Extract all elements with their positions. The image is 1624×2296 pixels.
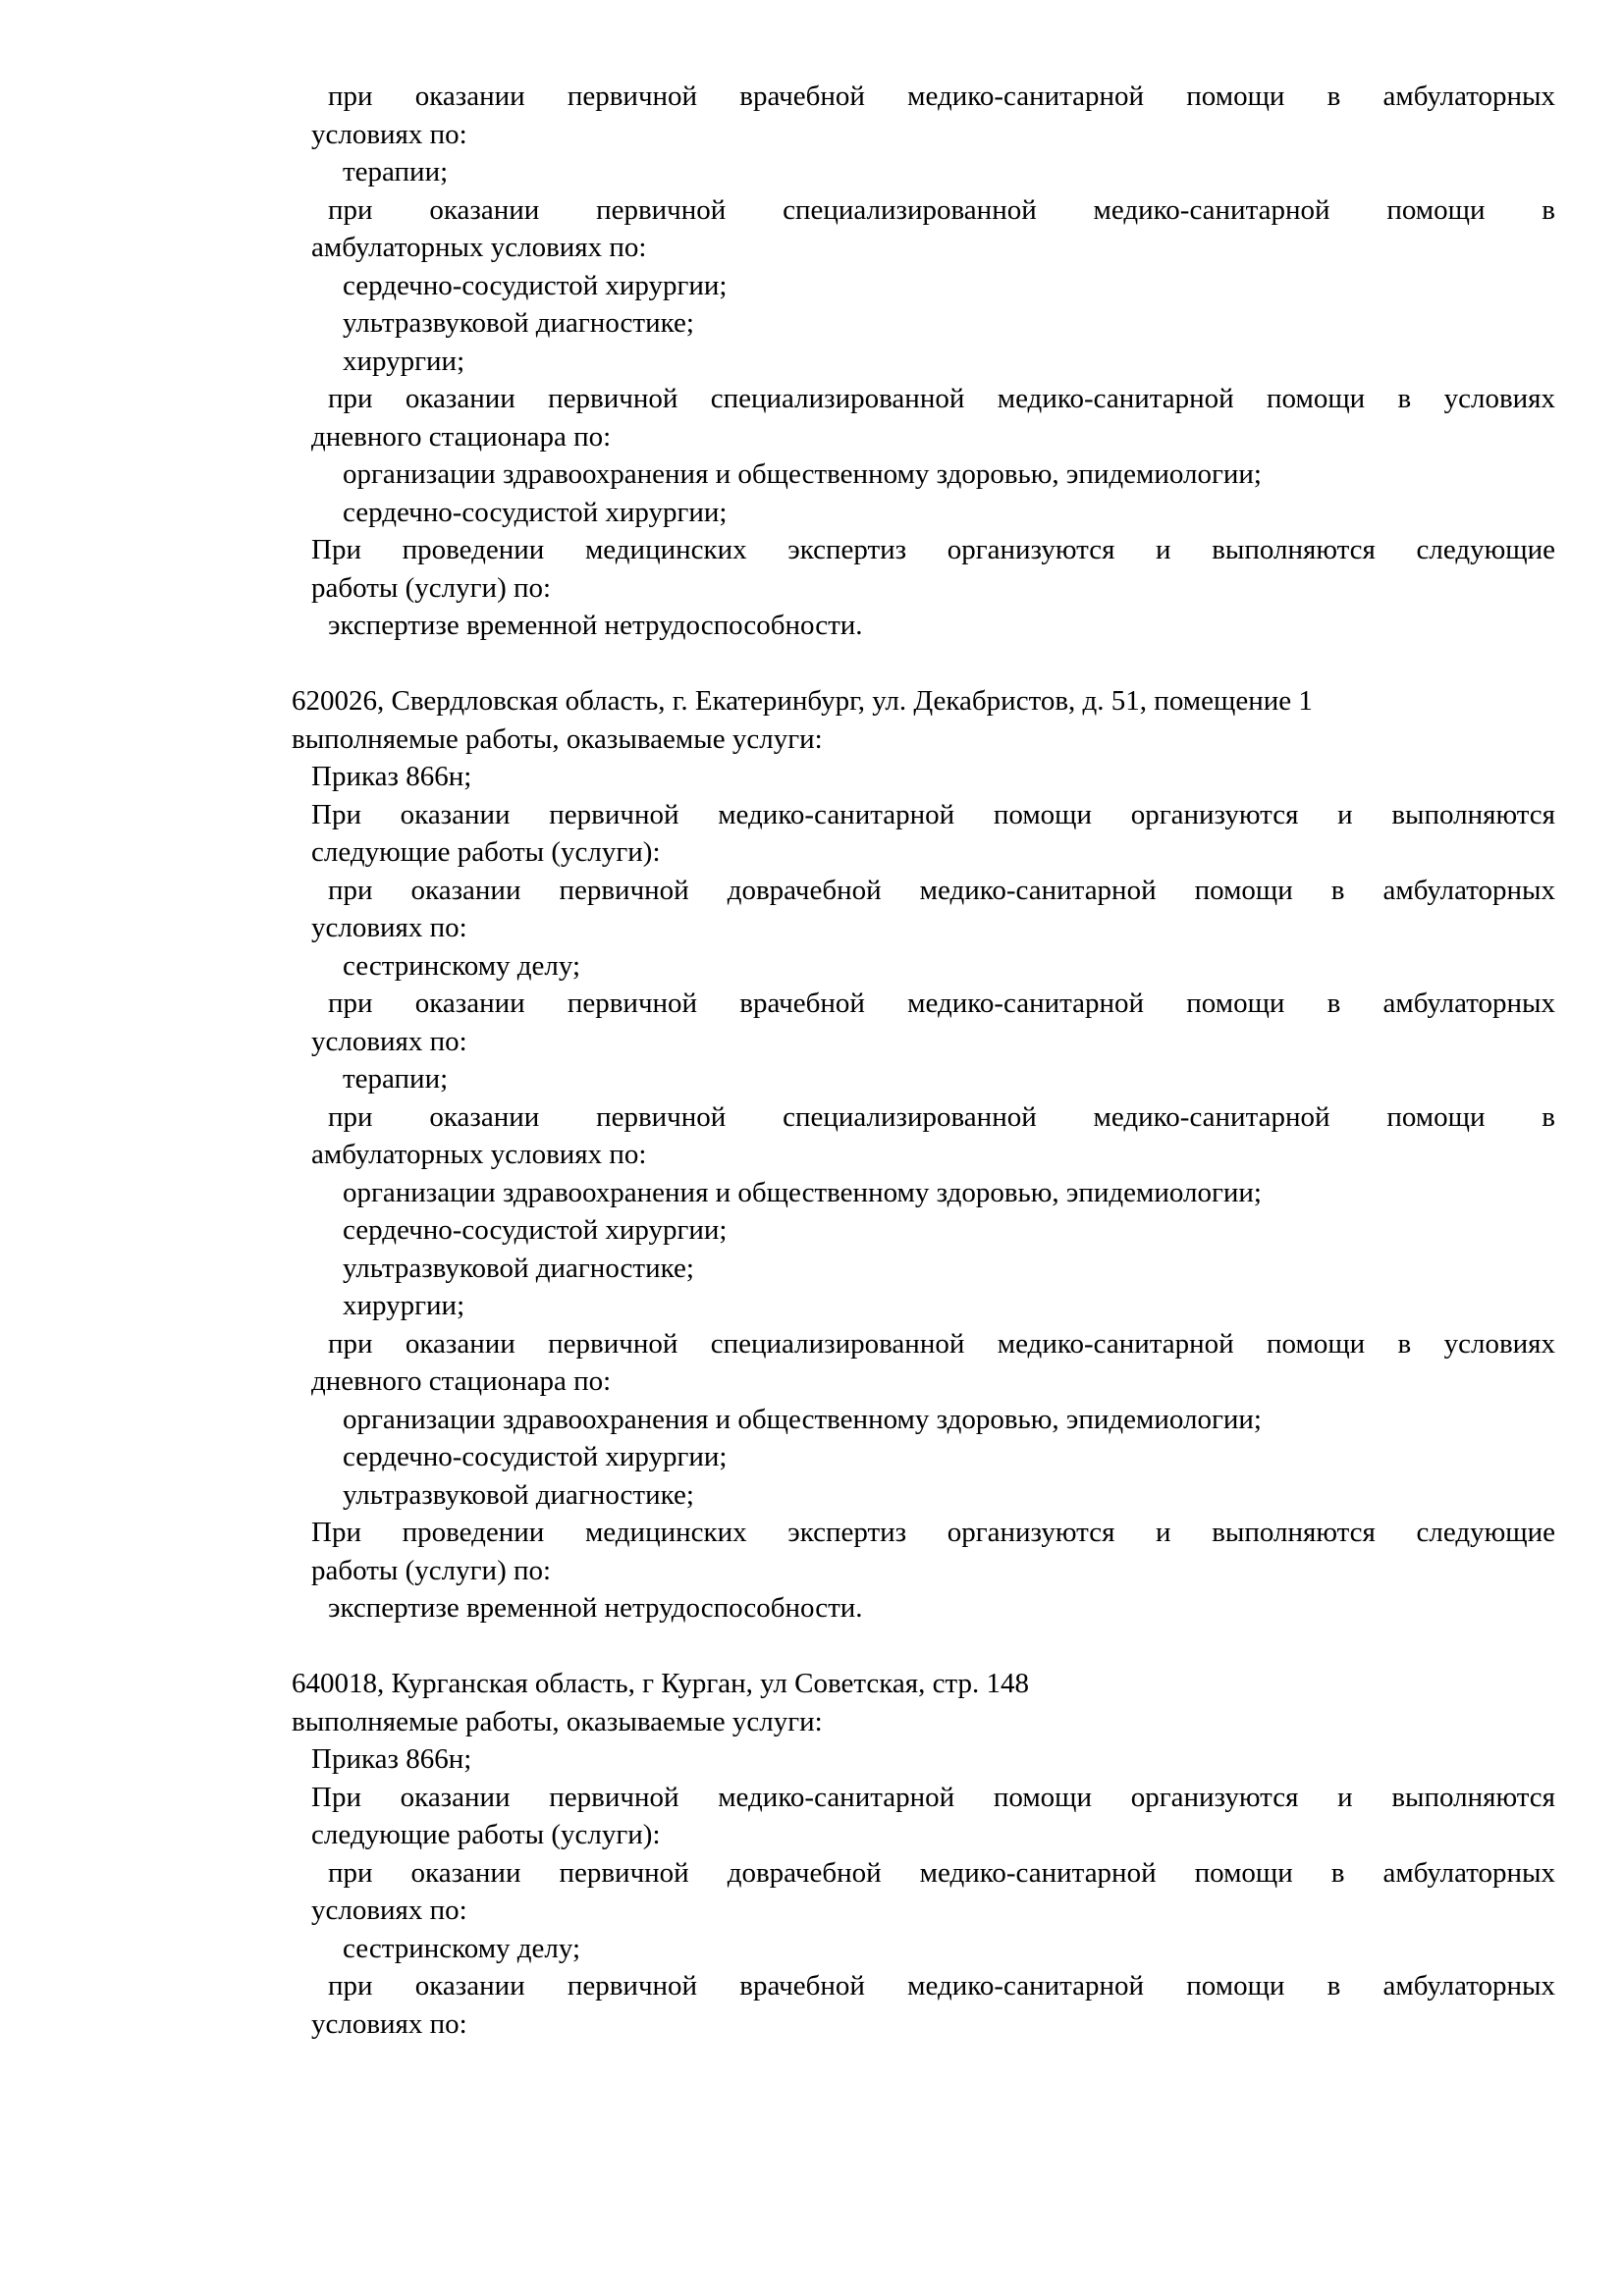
- text-line: сердечно-сосудистой хирургии;: [343, 1441, 728, 1472]
- text-line: организации здравоохранения и общественному здоровью, эпидемиологии;: [343, 1403, 1262, 1435]
- text-line: сестринскому делу;: [343, 949, 581, 982]
- address-block: [292, 682, 1555, 1628]
- services-block: [292, 78, 1555, 645]
- text-line: амбулаторных условиях по:: [311, 232, 647, 263]
- text-line: условиях по:: [311, 2007, 467, 2040]
- text-line: организации здравоохранения и общественному здоровью, эпидемиологии;: [343, 458, 1262, 490]
- document-body: [292, 78, 1555, 2043]
- text-line: При проведении медицинских экспертиз организуются и выполняются следующие: [311, 1517, 1555, 1548]
- text-line: дневного стационара по:: [311, 1365, 612, 1397]
- address-block: [292, 1665, 1555, 2043]
- text-line: при оказании первичной врачебной медико-санитарной помощи в амбулаторных: [328, 1970, 1555, 2002]
- address-line: 620026, Свердловская область, г. Екатеринбург, ул. Декабристов, д. 51, помещение 1: [292, 685, 1313, 717]
- text-line: следующие работы (услуги):: [311, 836, 661, 868]
- text-line: экспертизе временной нетрудоспособности.: [328, 1592, 863, 1624]
- text-line: Приказ 866н;: [311, 761, 472, 792]
- text-line: сердечно-сосудистой хирургии;: [343, 269, 728, 301]
- text-line: ультразвуковой диагностике;: [343, 1252, 694, 1284]
- text-line: хирургии;: [343, 345, 465, 377]
- text-line: экспертизе временной нетрудоспособности.: [328, 610, 863, 641]
- text-line: сердечно-сосудистой хирургии;: [343, 496, 728, 528]
- text-line: условиях по:: [311, 912, 467, 943]
- text-line: при оказании первичной специализированной медико-санитарной помощи в условиях: [328, 1327, 1555, 1360]
- text-line: сердечно-сосудистой хирургии;: [343, 1214, 728, 1246]
- text-line: организации здравоохранения и общественному здоровью, эпидемиологии;: [343, 1176, 1262, 1208]
- text-line: выполняемые работы, оказываемые услуги:: [292, 722, 823, 755]
- text-line: при оказании первичной специализированной медико-санитарной помощи в условиях: [328, 383, 1555, 414]
- text-line: При оказании первичной медико-санитарной помощи организуются и выполняются: [311, 1781, 1555, 1813]
- text-line: амбулаторных условиях по:: [311, 1139, 647, 1170]
- text-line: хирургии;: [343, 1290, 465, 1321]
- text-line: выполняемые работы, оказываемые услуги:: [292, 1705, 823, 1737]
- text-line: терапии;: [343, 1063, 449, 1095]
- text-line: При проведении медицинских экспертиз организуются и выполняются следующие: [311, 534, 1555, 565]
- text-line: при оказании первичной доврачебной медико-санитарной помощи в амбулаторных: [328, 1856, 1555, 1889]
- text-line: условиях по:: [311, 1895, 467, 1926]
- text-line: ультразвуковой диагностике;: [343, 1478, 694, 1511]
- text-line: ультразвуковой диагностике;: [343, 307, 694, 339]
- section-gap: [292, 1628, 1555, 1666]
- text-line: при оказании первичной врачебной медико-санитарной помощи в амбулаторных: [328, 988, 1555, 1019]
- text-line: при оказании первичной врачебной медико-санитарной помощи в амбулаторных: [328, 80, 1555, 112]
- text-line: работы (услуги) по:: [311, 1554, 552, 1586]
- text-line: условиях по:: [311, 118, 467, 150]
- text-line: сестринскому делу;: [343, 1932, 581, 1964]
- text-line: дневного стационара по:: [311, 420, 612, 453]
- section-gap: [292, 645, 1555, 683]
- text-line: терапии;: [343, 156, 449, 187]
- text-line: условиях по:: [311, 1025, 467, 1057]
- text-line: работы (услуги) по:: [311, 571, 552, 604]
- text-line: При оказании первичной медико-санитарной помощи организуются и выполняются: [311, 798, 1555, 830]
- text-line: при оказании первичной специализированной медико-санитарной помощи в: [328, 1100, 1555, 1133]
- address-line: 640018, Курганская область, г Курган, ул Советская, стр. 148: [292, 1668, 1030, 1699]
- text-line: следующие работы (услуги):: [311, 1819, 661, 1850]
- text-line: Приказ 866н;: [311, 1743, 472, 1775]
- text-line: при оказании первичной доврачебной медико-санитарной помощи в амбулаторных: [328, 874, 1555, 906]
- text-line: при оказании первичной специализированной медико-санитарной помощи в: [328, 193, 1555, 226]
